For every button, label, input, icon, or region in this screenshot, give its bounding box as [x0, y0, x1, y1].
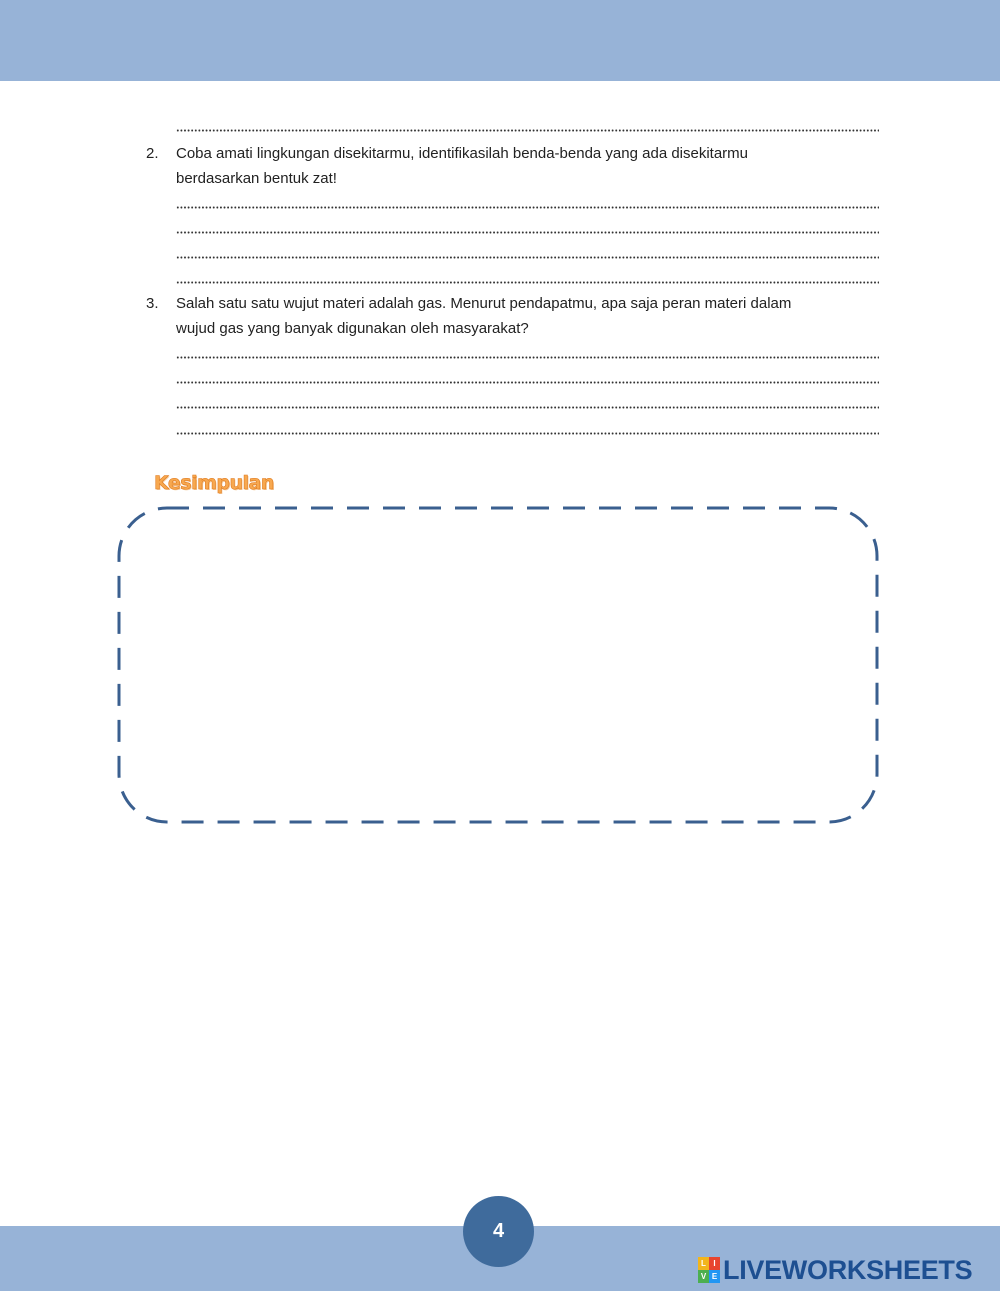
- header-band: [0, 0, 1000, 81]
- question-number: 3.: [146, 295, 159, 312]
- conclusion-answer-box[interactable]: [116, 505, 880, 825]
- question-text-line: Salah satu satu wujut materi adalah gas. Menurut pendapatmu, apa saja peran materi dalam: [176, 295, 792, 312]
- page-number: 4: [492, 1220, 505, 1242]
- brand-name: LIVEWORKSHEETS: [723, 1255, 973, 1285]
- answer-line[interactable]: [176, 281, 879, 284]
- answer-line[interactable]: [176, 256, 879, 259]
- liveworksheets-brand: [698, 1254, 972, 1286]
- answer-line[interactable]: [176, 231, 879, 234]
- answer-line[interactable]: [176, 381, 879, 384]
- logo-letter: L: [698, 1257, 709, 1270]
- logo-letter: V: [698, 1270, 709, 1283]
- conclusion-title: Kesimpulan: [154, 472, 274, 494]
- answer-line[interactable]: [176, 356, 879, 359]
- answer-line[interactable]: [176, 406, 879, 409]
- page-number-badge: [463, 1196, 534, 1267]
- question-number: 2.: [146, 145, 159, 162]
- question-text-line: berdasarkan bentuk zat!: [176, 170, 337, 187]
- question-text-line: wujud gas yang banyak digunakan oleh masyarakat?: [176, 320, 529, 337]
- question-text-line: Coba amati lingkungan disekitarmu, identifikasilah benda-benda yang ada disekitarmu: [176, 145, 749, 162]
- logo-letter: E: [709, 1270, 720, 1283]
- answer-line[interactable]: [176, 206, 879, 209]
- answer-line[interactable]: [176, 129, 879, 132]
- logo-letter: I: [709, 1257, 720, 1270]
- liveworksheets-logo-icon: [698, 1257, 720, 1283]
- answer-line[interactable]: [176, 432, 879, 435]
